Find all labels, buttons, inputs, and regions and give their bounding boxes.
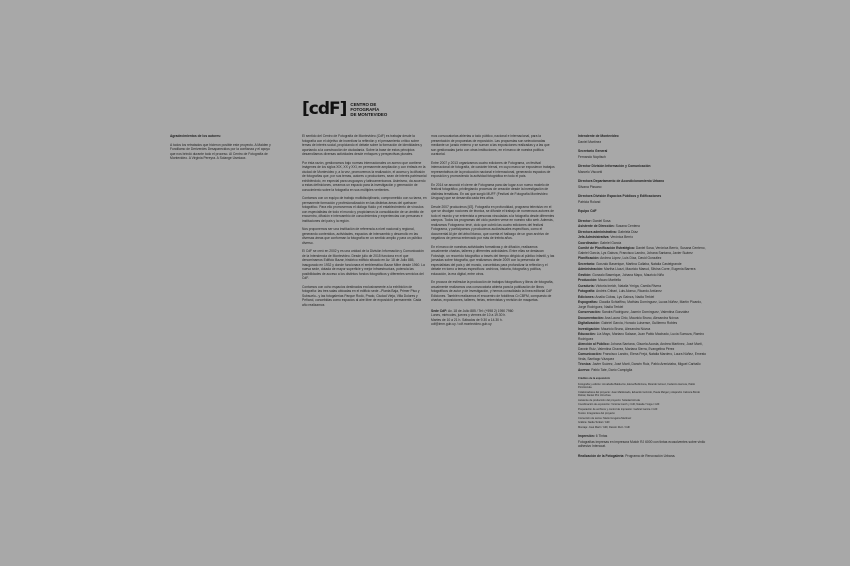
address-value: Av. 18 de Julio 885 / Tel: (+598 2) 1950 7960 [448, 308, 514, 313]
team-member-line [578, 284, 708, 289]
edition-credit-line: Asistente de producción del proyecto: Soledad Arruda [578, 398, 640, 402]
team-names: Andrea López, Luis Díaz, David González [600, 256, 662, 260]
staff-name: Fernando Nopitsch [578, 154, 606, 159]
cdf-logo [302, 101, 387, 118]
credits-column [578, 134, 708, 459]
mid-paragraph: En 2014 se anunció el cierre de Fotograma para dar lugar a un nuevo modelo de festival fotográfico, privilegiando procesos de creación desde la investigación de distintas temáticas. En así que surgió MUFF (Festival de Fotografía Montevideo Uruguay) que se desarrolla cada tres años. [431, 182, 550, 200]
hours-line-1: Lunes, miércoles, jueves y viernes de 10 a 19.30 h. [431, 313, 507, 317]
edition-credit-line: Montaje: José Martí / CdF, Darwin Ruiz / CdF [578, 425, 631, 429]
team-names: Gabriel García, Horacio Luisense, Guillermo Robles [601, 321, 678, 325]
print-line [578, 434, 708, 439]
team-member-line [578, 368, 708, 373]
cdf-logo-text [350, 102, 387, 117]
team-member-line [578, 235, 708, 240]
team-role: Investigación: [578, 326, 601, 331]
logo-line-1: CENTRO DE [350, 102, 377, 107]
web-contact-link[interactable]: cdf@imm.gub.uy / cdf.montevideo.gub.uy [431, 322, 492, 326]
team-names: Ana Laura Cirio, Mauricio Bruno, Alexandra Nóvoa [604, 315, 679, 320]
team-member-line [578, 256, 708, 261]
team-role: Producción: [578, 278, 598, 282]
team-member-line [578, 241, 708, 246]
team-member-line [578, 332, 708, 341]
logo-line-3: DE MONTEVIDEO [350, 112, 388, 117]
team-names: Daniel Sosa, Verónica Berrío, Susana Centeno, Gabriel García, Lys Gainza, Francisco Landro, Johana Santana, Javier Suárez [578, 246, 706, 255]
middle-column [431, 134, 555, 327]
edition-list [578, 383, 708, 430]
team-role: Acervo: [578, 367, 591, 372]
edition-credit-line: Corrección de textos: Mario Grugeira Martínez [578, 416, 632, 420]
staff-role: Secretario General [578, 149, 608, 153]
cdf-logo-mark: [cdF] [302, 99, 347, 119]
mid-paragraph: En procura de estimular la producción de trabajos fotográficos y libros de fotografía, anualmente realizamos una convocatoria abierta para la publicación de libros fotográficos de autor y de investigación, y hemos consolidado la línea editorial CdF Ediciones. También realizamos el encuentro de fotolibros Cr.CBFM, compuesto de charlas, exposiciones, talleres, ferias, entrevistas y revisión de maquetas. [431, 280, 554, 302]
team-member-line [578, 352, 708, 361]
team-role: Comunicación: [578, 352, 602, 356]
acknowledgements-heading: Agradecimientos de los autores: [170, 134, 222, 138]
footer-label: Realización de la Fotogalería: [578, 453, 625, 458]
intro-paragraph: Contamos con un equipo de trabajo multidisciplinario, comprometido con su tarea, en permanente formación y profesionalización en las distintas áreas del quehacer fotográfico. Para ello promovemos el diálogo fluido y el establecimiento de vínculos con especialistas de todo el mundo y propiciamos la consolidación de un ámbito de encuentro, difusión e intercambio de conocimientos y experiencias con personas e instituciones del país y la región. [302, 196, 427, 223]
team-member-line [578, 262, 708, 267]
team-names: Claudia Schiaffino, Mathías Domínguez, Lucas Núñez, Martín Picardo, Jorge Rodríguez, Nadia Terkiel [578, 300, 703, 309]
team-role: Curaduría: [578, 283, 595, 288]
staff-name: Daniel Martínez [578, 139, 602, 144]
edition-credit-line: Colaboradores del proyecto: Juan Maldonado, Eduardo Gozzolo, Paula Melgar y Alejandro Cabrera Bordo Robial, Daniel Pini Urruchua [578, 390, 700, 397]
team-names: Andrés Cribari, Luis Alonso, Ricardo Antúnez [595, 289, 662, 293]
team-role: Educación: [578, 332, 596, 336]
staff-role: Directora División Espacios Públicos y Edificaciones [578, 194, 662, 198]
edition-heading: Créditos de la exposición: [578, 377, 611, 380]
acknowledgements-column [170, 134, 271, 165]
team-role: Ediciones: [578, 294, 595, 299]
intro-paragraph: Por ésta razón, gestionamos bajo normas internacionales un acervo que contiene imágenes de los siglos XIX, XX y XXI, en permanente ampliación y con énfasis en la ciudad de Montevideo y, a la vez, promovemos la realización, el acceso y la difusión de fotografías que, por sus temas, autores o productores, sean de interés patrimonial exhibiéndolo, en especial para uruguayos y latinoamericanos. Asimismo, da acuerdo a estas definiciones, creamos un espacio para la investigación y generación de conocimiento sobre la fotografía en sus múltiples vertientes. [302, 160, 427, 192]
team-role: Administración: [578, 267, 604, 271]
mid-paragraph: Entre 2007 y 2013 organizamos cuatro ediciones de Fotograma, un festival internacional de fotografía, de carácter bienal, en cuyo marco se expusieron trabajos representativos de la producción nacional e internacional, generando espacios de exposición y promoviendo la actividad fotográfica en todo el país. [431, 160, 555, 178]
team-role: Secretaría: [578, 261, 596, 266]
team-names: Victoria Ineich, Natalia Ymiga, Camila Rivera [595, 283, 662, 288]
team-list [578, 219, 708, 373]
team-member-line [578, 289, 708, 294]
team-role: Fotografía: [578, 289, 596, 293]
footer-line [578, 454, 708, 459]
team-role: Atención al Público: [578, 342, 610, 346]
mid-paragraph: mos convocatorias abiertas a todo público, nacional e internacional, para la presentación de propuestas de exposición. Las propuestas son seleccionadas mediante un jurado externo y se suman a las exposiciones realizadas y a las que son gestionadas junto con otras instituciones, en el marco de nuestra política curatorial. [431, 134, 550, 156]
team-names: Pablo Tate, Darío Campiglia [591, 367, 633, 372]
logo-line-2: FOTOGRAFÍA [350, 107, 380, 112]
staff-name: Marcelo Visconti [578, 169, 603, 174]
mid-paragraph: Desde 2007 producimos [f/2]. Fotografía en profundidad, programa televisivo en el que se divulgan nociones de técnica, se difunde el trabajo de numerosos autores de todo el mundo y se entrevista a personas vinculadas a la fotografía desde diferentes campos. Todos los programas del ciclo pueden verse en nuestro sitio web. Además, realizamos Fotograma: tevé, ciclo que cubrió las cuatro ediciones del festival Fotograma, y participamos y producimos audiovisuales específicos, como el documental Al pie del árbol blanco, que cuenta el hallazgo de un gran archivo de negativos de prensa entrevado por más de treinta años. [431, 204, 555, 240]
team-member-line [578, 321, 708, 326]
team-names: Gonzalo Baserique, Johana Mapo, Mauricio Niño [592, 272, 665, 277]
team-member-line [578, 267, 708, 272]
intro-paragraph: El CdF se creó en 2002 y es una unidad de la División Información y Comunicación de la Intendencia de Montevideo. Desde julio de 2015 funciona en el que denominamos Edificio Bazar, histórico edificio situado en Av. 18 de Julio 885, inaugurado en 1932 y donde funcionara el emblemático Bazar Mitre desde 1960. La nueva sede, dotada de mayor superficie y mejor infraestructura, potencia las posibilidades de acceso a los distintos fondos fotográficos y diferentes servicios del CdF. [302, 249, 425, 280]
team-role: Técnica: [578, 362, 592, 366]
team-role: Directora administrativa: [578, 229, 617, 234]
edition-credit-line: Gráfica: Nadia Terkiel / CdF [578, 421, 610, 424]
team-member-line [578, 230, 708, 235]
intro-paragraph: Nos proponemos ser una institución de referencia a nivel nacional y regional, generando contenidos, actividades, espacios de intercambio y desarrollo en las diversas áreas que conforman la fotografía en un sentido amplio y para un público diverso. [302, 227, 423, 245]
team-role: Jefa Administrativa: [578, 235, 610, 239]
team-role: Coordinador: [578, 240, 599, 245]
staff-role: Director División Información y Comunicación [578, 164, 651, 168]
team-names: Mauricio Bruno, Alexandra Nóvoa [601, 326, 651, 331]
team-names: Analía Cúbas, Lys Gainza, Nadia Terkiel [595, 294, 655, 299]
team-member-line [578, 295, 708, 300]
staff-role: Directora Departamento de Acondicionamiento Urbano [578, 179, 665, 183]
team-role: Comité de Planificación Estratégica: [578, 246, 635, 250]
team-names: Daniel Sosa [592, 218, 611, 223]
team-member-line [578, 246, 708, 255]
team-member-line [578, 278, 708, 283]
team-names: Gabriel García [599, 240, 622, 245]
team-role: Conservación: [578, 310, 601, 314]
team-names: Martha Lluzzi, Mauricio Maeud, Silvina Corre, Eugenia Barrera [604, 267, 696, 271]
team-role: Documentación: [578, 315, 604, 320]
team-member-line [578, 219, 708, 224]
team-names: Verónica Berrío [610, 235, 634, 239]
team-role: Asistente de Dirección: [578, 224, 615, 228]
team-names: Johana Santana, Gisoela Acosta, Andrea Martínez, José Martí, Darwin Ruiz, Valentina Chavez, Mariana Sierra, Evangelina Pérez [578, 342, 703, 351]
team-member-line [578, 224, 708, 229]
team-names: Lía Mayo, Mariano Salazar, Juan Pablo Machado, Lucía Sumoza, Ramiro Rodríguez [578, 332, 705, 341]
team-member-line [578, 362, 708, 367]
staff-list [578, 134, 708, 204]
team-names: Gonzalo Baserique, Martina Callaba, Natalia Castelgrande [595, 261, 682, 266]
address-block [431, 309, 555, 327]
mid-paragraph: En el marco de nuestras actividades formativas y de difusión, realizamos anualmente charlas, talleres y diferentes actividades. Entre ellas se destacan Fotoviaje, un recorrido fotográfico a través del tiempo dirigido al público infantil, y las jornadas sobre fotografía, que realizamos desde 2009 con la presencia de especialistas del país y del mundo, concebidas para profundizar la reflexión y el debate en torno a temas específicos: archivos, historia, fotografía y política, educación, la era digital, entre otros. [431, 244, 555, 276]
intro-paragraph: El sentido del Centro de Fotografía de Montevideo (CdF) es trabajar desde la fotografía con el objetivo de incentivar la reflexión y el pensamiento crítico sobre temas de interés social, propiciando el debate sobre la formación de identidades y aportando a la construcción de ciudadanía. Sobre la base de estos principios desarrollamos diversas actividades desde enfoques y perspectivas plurales. [302, 134, 423, 156]
team-names: Sandra Rodríguez, Jazmín Domínguez, Valentina González [601, 310, 689, 314]
team-names: Gabriela Díaz [617, 229, 638, 234]
team-role: Director: [578, 218, 592, 223]
print-description: Fotografías impresas en impresora Mutoh RJ 6000 con tintas ecosolventes sobre vinilo adhesivo Intercoat. [578, 439, 706, 448]
team-member-line [578, 342, 708, 351]
team-names: Mauro Martiella [598, 278, 621, 282]
team-member-line [578, 273, 708, 278]
team-names: Francisco Landro, Elena Frejá, Natalia Mardero, Laura Núñez, Ernesto Veda, Santiago Vázquez [578, 352, 707, 361]
team-role: Planificación: [578, 256, 600, 260]
intro-paragraph: Contamos con ocho espacios destinados exclusivamente a la exhibición de fotografía: las tres salas ubicadas en el edificio sede –Planta Baja, Primer Piso y Subsuelo– y las fotogalerías Parque Rodó, Prado, Ciudad Vieja, Villa Dolores y Peñarol, concebidas como espacios al aire libre de exposición permanente. Cada año realizamos [302, 284, 422, 307]
team-member-line [578, 316, 708, 321]
hours-line-2: Martes de 10 a 21 h. Sábados de 9.30 a 14.30 h. [431, 317, 503, 322]
team-role: Gestión: [578, 272, 592, 277]
print-label: Impresión: [578, 434, 595, 438]
team-member-line [578, 300, 708, 309]
team-role: Espografías: [578, 300, 598, 304]
intro-column [302, 134, 427, 311]
staff-role: Intendente de Montevideo [578, 134, 619, 138]
acknowledgements-body: A todos los retratados que hicieron posible este proyecto. A Maiden y Fundilamo de Deriverdes Desaparecidos por la confianza y el apoyo que nos brindó durante todo el proceso. Al Centro de Fotografía de Montevideo. A Virginia Pereyra. A Solange Usmiaux. [170, 142, 271, 160]
staff-name: Patricia Roland [578, 199, 601, 204]
edition-credit-line: Preparación de archivos y control de impresión: Gabriel García / CdF [578, 407, 658, 411]
team-heading: Equipo CdF [578, 209, 597, 213]
team-names: Susana Centeno [615, 224, 641, 228]
edition-credit-line: Coordinación de exposición: Victoria Ineich y CdF, Natalia Ymiga / CdF [578, 403, 660, 406]
edition-credit-line: Textos: Integrantes del proyecto [578, 412, 615, 415]
staff-name: Silvana Pissano [578, 184, 602, 189]
footer-value: Programa de Renovación Urbana. [625, 453, 676, 458]
address-label: Sede CdF: [431, 308, 448, 313]
team-names: Javier Suárez, José Martí, Darwin Ruiz, Pablo Areniziaba, Miguel Carballo [592, 362, 701, 366]
team-role: Digitalización: [578, 321, 601, 325]
print-value: 6 Tintas [595, 434, 608, 438]
team-member-line [578, 327, 708, 332]
team-member-line [578, 310, 708, 315]
edition-credit-line: Fotografía y edición: Annabella Balduvino, Elena Bellinzona, Ricardo Gómez, Federico Herrera, Pablo Porciúncula [578, 382, 696, 389]
